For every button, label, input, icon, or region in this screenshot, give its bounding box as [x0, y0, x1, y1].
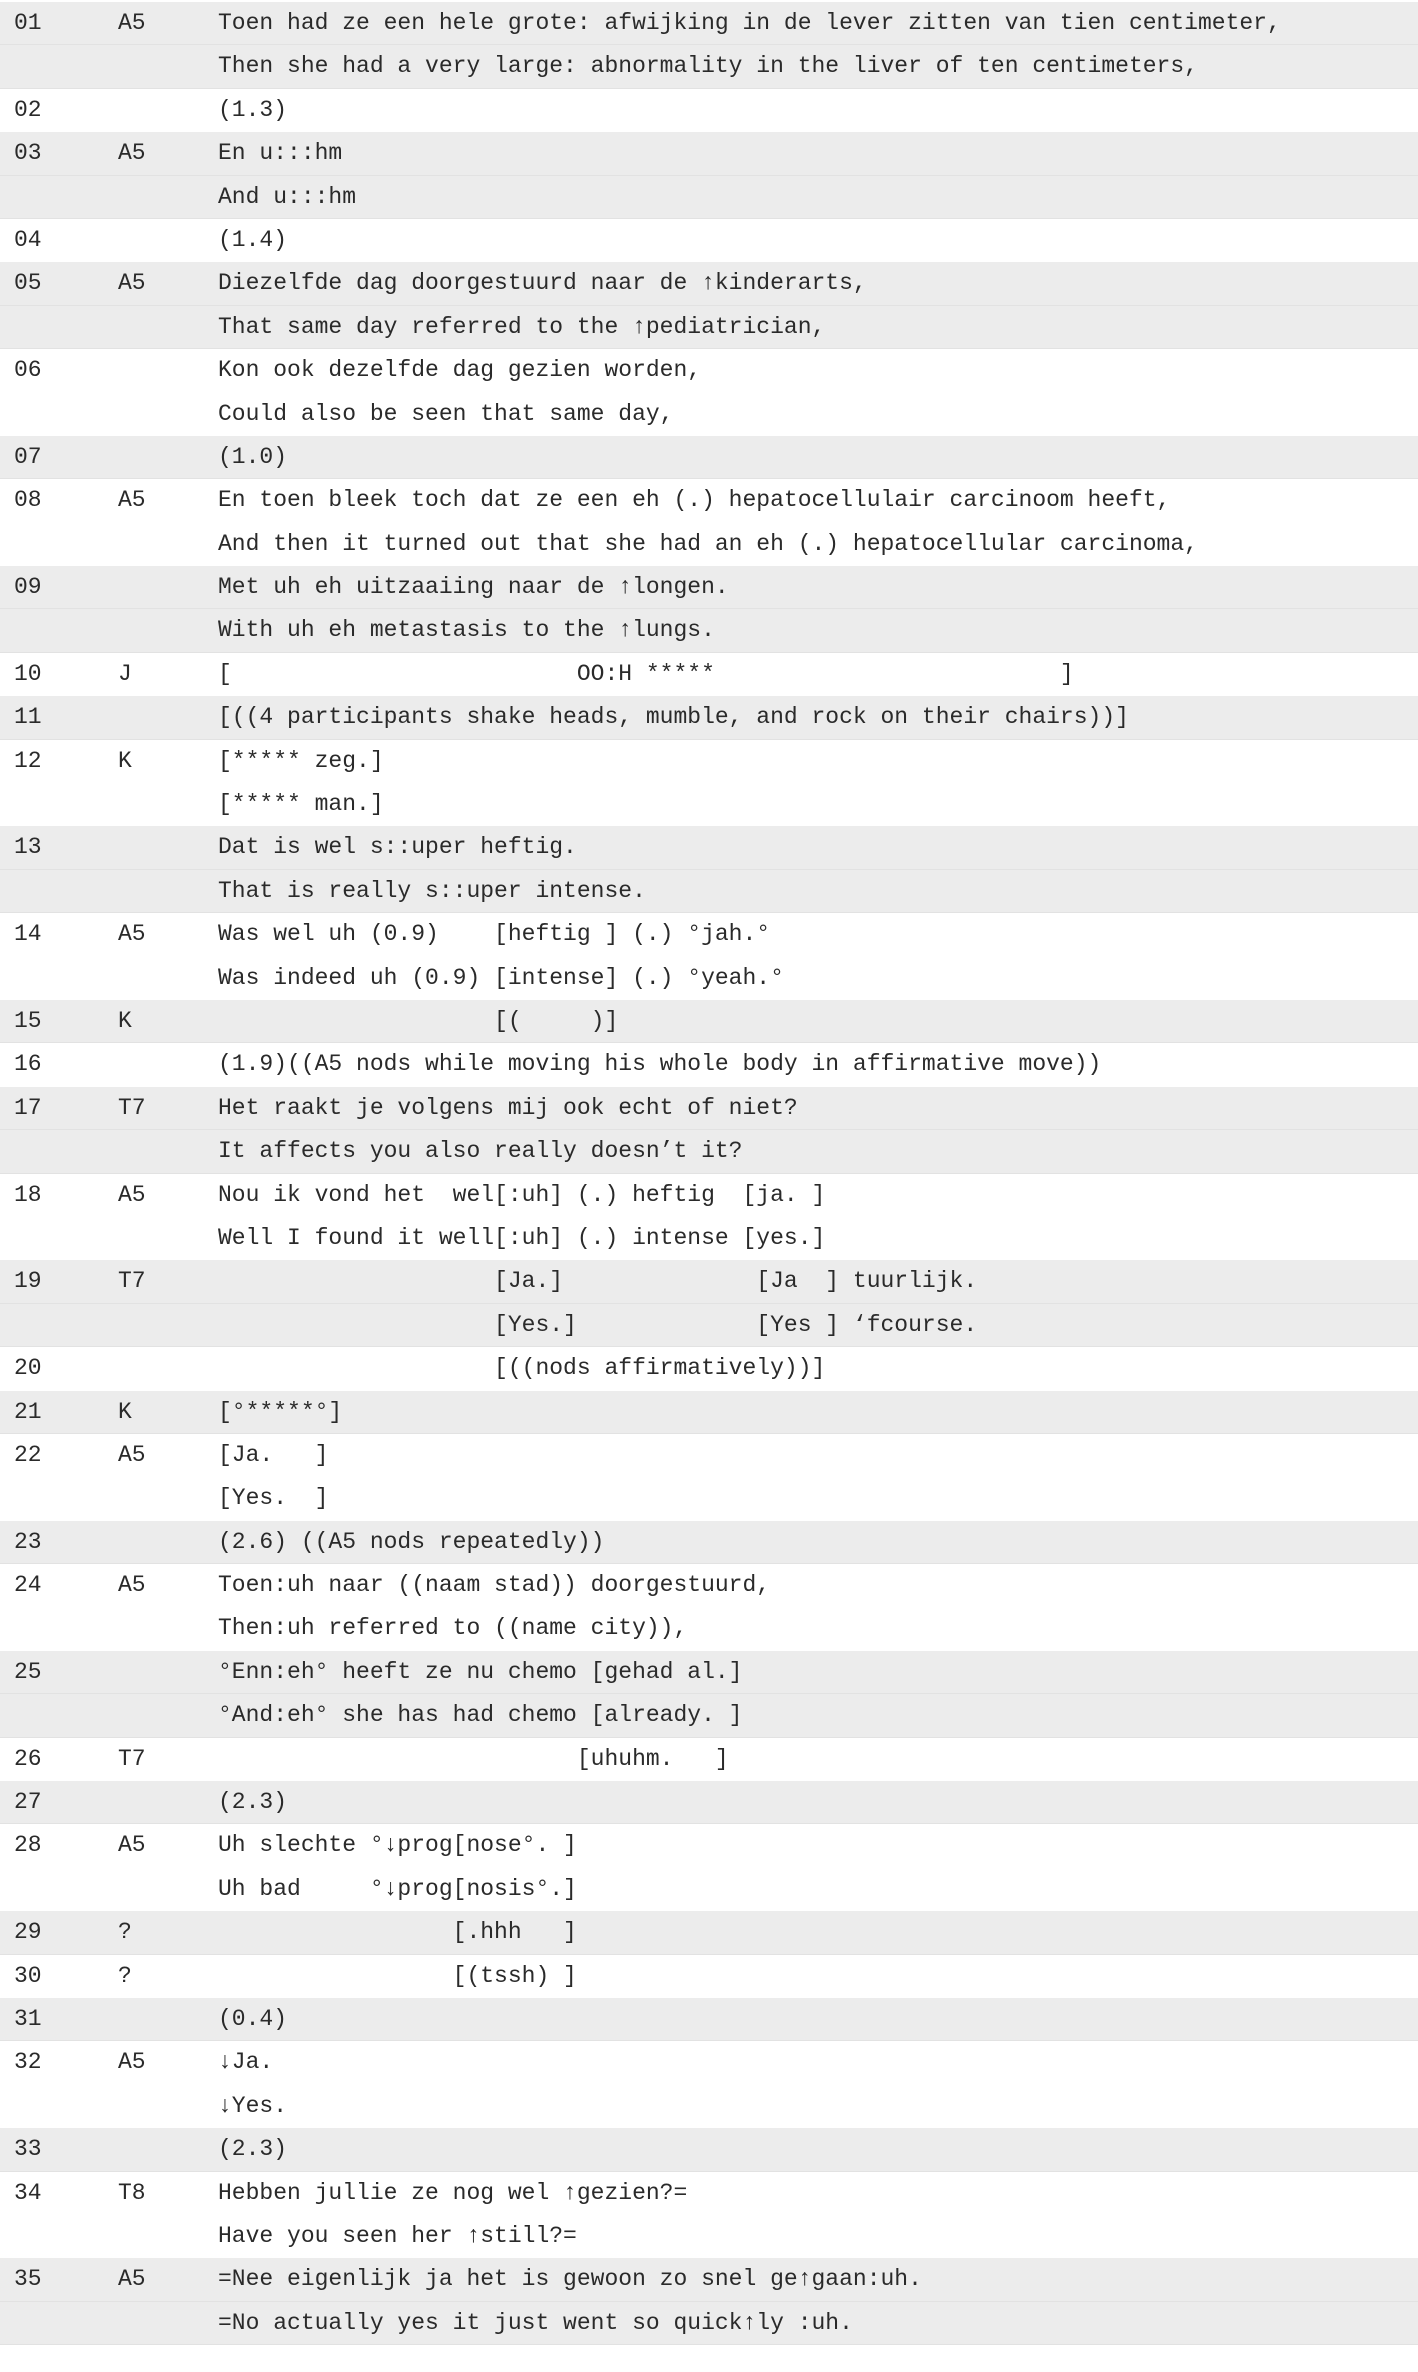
- line-number: 32: [14, 2049, 42, 2076]
- transcript-row: [0, 1955, 1418, 1998]
- speaker-label: A5: [118, 2266, 146, 2293]
- transcript-row: [0, 1347, 1418, 1390]
- line-number: 33: [14, 2136, 42, 2163]
- utterance-text: Was wel uh (0.9) [heftig ] (.) °jah.°: [218, 921, 771, 948]
- line-number: 03: [14, 140, 42, 167]
- line-number: 28: [14, 1832, 42, 1859]
- utterance-text: Kon ook dezelfde dag gezien worden,: [218, 357, 702, 384]
- utterance-text: [Ja. ]: [218, 1441, 329, 1468]
- line-number: 30: [14, 1962, 42, 1989]
- utterance-text: Uh bad °↓prog[nosis°.]: [218, 1875, 577, 1902]
- transcript-row: [0, 2128, 1418, 2171]
- utterance-text: [Yes.] [Yes ] ‘fcourse.: [218, 1311, 978, 1338]
- utterance-text: ↓Ja.: [218, 2049, 274, 2076]
- line-number: 12: [14, 747, 42, 774]
- transcript-row: [0, 1434, 1418, 1477]
- transcript-row: [0, 1217, 1418, 1260]
- utterance-text: [((4 participants shake heads, mumble, and rock on their chairs))]: [218, 704, 1129, 731]
- utterance-text: Have you seen her ↑still?=: [218, 2222, 577, 2249]
- utterance-text: (2.3): [218, 2136, 288, 2163]
- utterance-text: [uhuhm. ]: [218, 1745, 729, 1772]
- speaker-label: A5: [118, 270, 146, 297]
- line-number: 08: [14, 487, 42, 514]
- line-number: 11: [14, 704, 42, 731]
- transcript-row: [0, 1998, 1418, 2041]
- transcript-row: [0, 219, 1418, 262]
- line-number: 02: [14, 96, 42, 123]
- utterance-text: (1.0): [218, 443, 288, 470]
- line-number: 10: [14, 660, 42, 687]
- transcript-row: [0, 1260, 1418, 1303]
- transcript-row: [0, 479, 1418, 522]
- utterance-text: =Nee eigenlijk ja het is gewoon zo snel ge↑gaan:uh.: [218, 2266, 922, 2293]
- utterance-text: Met uh eh uitzaaiing naar de ↑longen.: [218, 574, 729, 601]
- speaker-label: K: [118, 747, 132, 774]
- transcript-row: [0, 1651, 1418, 1694]
- speaker-label: A5: [118, 487, 146, 514]
- utterance-text: Was indeed uh (0.9) [intense] (.) °yeah.°: [218, 964, 784, 991]
- transcript-row: [0, 653, 1418, 696]
- transcript-row: [0, 2302, 1418, 2345]
- utterance-text: That is really s::uper intense.: [218, 877, 646, 904]
- utterance-text: Well I found it well[:uh] (.) intense [yes.]: [218, 1224, 826, 1251]
- speaker-label: ?: [118, 1962, 132, 1989]
- utterance-text: It affects you also really doesn’t it?: [218, 1138, 743, 1165]
- line-number: 18: [14, 1181, 42, 1208]
- utterance-text: Nou ik vond het wel[:uh] (.) heftig [ja. ]: [218, 1181, 826, 1208]
- speaker-label: K: [118, 1398, 132, 1425]
- transcript-row: [0, 45, 1418, 88]
- speaker-label: T7: [118, 1268, 146, 1295]
- line-number: 06: [14, 357, 42, 384]
- utterance-text: Hebben jullie ze nog wel ↑gezien?=: [218, 2179, 688, 2206]
- speaker-label: A5: [118, 2049, 146, 2076]
- transcript-row: [0, 1564, 1418, 1607]
- utterance-text: Dat is wel s::uper heftig.: [218, 834, 577, 861]
- line-number: 27: [14, 1789, 42, 1816]
- line-number: 20: [14, 1355, 42, 1382]
- line-number: 13: [14, 834, 42, 861]
- transcript-row: [0, 1043, 1418, 1086]
- speaker-label: A5: [118, 1832, 146, 1859]
- transcript-row: [0, 1521, 1418, 1564]
- utterance-text: En toen bleek toch dat ze een eh (.) hepatocellulair carcinoom heeft,: [218, 487, 1171, 514]
- utterance-text: ↓Yes.: [218, 2092, 288, 2119]
- utterance-text: [((nods affirmatively))]: [218, 1355, 826, 1382]
- line-number: 21: [14, 1398, 42, 1425]
- transcript-row: [0, 306, 1418, 349]
- transcript-row: [0, 2041, 1418, 2084]
- transcript-row: [0, 523, 1418, 566]
- utterance-text: Toen had ze een hele grote: afwijking in de lever zitten van tien centimeter,: [218, 10, 1281, 36]
- transcript-row: [0, 1738, 1418, 1781]
- line-number: 24: [14, 1572, 42, 1599]
- transcript-row: [0, 566, 1418, 609]
- transcript-row: [0, 826, 1418, 869]
- utterance-text: [( )]: [218, 1007, 619, 1034]
- transcript-row: [0, 2085, 1418, 2128]
- utterance-text: That same day referred to the ↑pediatrician,: [218, 313, 826, 340]
- transcript-row: [0, 132, 1418, 175]
- transcript-row: [0, 1824, 1418, 1867]
- utterance-text: Could also be seen that same day,: [218, 400, 674, 427]
- transcript-row: [0, 783, 1418, 826]
- utterance-text: (2.6) ((A5 nods repeatedly)): [218, 1528, 605, 1555]
- transcript-row: [0, 1781, 1418, 1824]
- line-number: 09: [14, 574, 42, 601]
- transcript-row: [0, 176, 1418, 219]
- line-number: 34: [14, 2179, 42, 2206]
- speaker-label: A5: [118, 1181, 146, 1208]
- utterance-text: Then:uh referred to ((name city)),: [218, 1615, 688, 1642]
- utterance-text: With uh eh metastasis to the ↑lungs.: [218, 617, 715, 644]
- line-number: 16: [14, 1051, 42, 1078]
- transcript-row: [0, 1391, 1418, 1434]
- utterance-text: [.hhh ]: [218, 1919, 577, 1946]
- utterance-text: Het raakt je volgens mij ook echt of niet?: [218, 1094, 798, 1121]
- speaker-label: T7: [118, 1094, 146, 1121]
- transcript-row: [0, 1477, 1418, 1520]
- transcript-row: [0, 609, 1418, 652]
- speaker-label: A5: [118, 1441, 146, 1468]
- transcript-row: [0, 2258, 1418, 2301]
- utterance-text: [ OO:H ***** ]: [218, 660, 1074, 687]
- line-number: 29: [14, 1919, 42, 1946]
- transcript-row: [0, 2215, 1418, 2258]
- utterance-text: En u:::hm: [218, 140, 343, 167]
- utterance-text: °And:eh° she has had chemo [already. ]: [218, 1702, 743, 1729]
- speaker-label: A5: [118, 10, 146, 36]
- transcript-row: [0, 1000, 1418, 1043]
- utterance-text: [Yes. ]: [218, 1485, 329, 1512]
- speaker-label: T7: [118, 1745, 146, 1772]
- speaker-label: ?: [118, 1919, 132, 1946]
- line-number: 35: [14, 2266, 42, 2293]
- transcript-row: [0, 696, 1418, 739]
- line-number: 31: [14, 2005, 42, 2032]
- line-number: 05: [14, 270, 42, 297]
- utterance-text: [***** zeg.]: [218, 747, 384, 774]
- utterance-text: Toen:uh naar ((naam stad)) doorgestuurd,: [218, 1572, 771, 1599]
- line-number: 15: [14, 1007, 42, 1034]
- utterance-text: =No actually yes it just went so quick↑ly :uh.: [218, 2309, 853, 2336]
- transcript-row: [0, 1694, 1418, 1737]
- line-number: 04: [14, 226, 42, 253]
- utterance-text: (1.4): [218, 226, 288, 253]
- utterance-text: And then it turned out that she had an eh (.) hepatocellular carcinoma,: [218, 530, 1198, 557]
- line-number: 26: [14, 1745, 42, 1772]
- line-number: 25: [14, 1658, 42, 1685]
- transcript-row: [0, 1130, 1418, 1173]
- utterance-text: [***** man.]: [218, 791, 384, 818]
- speaker-label: A5: [118, 1572, 146, 1599]
- transcript-row: [0, 1868, 1418, 1911]
- utterance-text: Then she had a very large: abnormality in the liver of ten centimeters,: [218, 53, 1198, 80]
- utterance-text: And u:::hm: [218, 183, 357, 210]
- utterance-text: °Enn:eh° heeft ze nu chemo [gehad al.]: [218, 1658, 743, 1685]
- line-number: 14: [14, 921, 42, 948]
- transcript-row: [0, 870, 1418, 913]
- utterance-text: [°*****°]: [218, 1398, 343, 1425]
- line-number: 01: [14, 10, 42, 36]
- utterance-text: Uh slechte °↓prog[nose°. ]: [218, 1832, 577, 1859]
- utterance-text: Diezelfde dag doorgestuurd naar de ↑kinderarts,: [218, 270, 867, 297]
- utterance-text: (2.3): [218, 1789, 288, 1816]
- speaker-label: A5: [118, 921, 146, 948]
- transcript-row: [0, 1174, 1418, 1217]
- utterance-text: (0.4): [218, 2005, 288, 2032]
- utterance-text: (1.9)((A5 nods while moving his whole body in affirmative move)): [218, 1051, 1102, 1078]
- line-number: 07: [14, 443, 42, 470]
- line-number: 23: [14, 1528, 42, 1555]
- transcript-row: [0, 2, 1418, 45]
- speaker-label: A5: [118, 140, 146, 167]
- utterance-text: [(tssh) ]: [218, 1962, 577, 1989]
- transcript-row: [0, 1304, 1418, 1347]
- transcript-row: [0, 89, 1418, 132]
- utterance-text: [Ja.] [Ja ] tuurlijk.: [218, 1268, 978, 1295]
- speaker-label: K: [118, 1007, 132, 1034]
- speaker-label: T8: [118, 2179, 146, 2206]
- transcript-row: [0, 393, 1418, 436]
- transcript-row: [0, 957, 1418, 1000]
- transcript-row: [0, 1087, 1418, 1130]
- transcript-row: [0, 1607, 1418, 1650]
- transcript-row: [0, 436, 1418, 479]
- speaker-label: J: [118, 660, 132, 687]
- transcript-row: [0, 2172, 1418, 2215]
- line-number: 19: [14, 1268, 42, 1295]
- utterance-text: (1.3): [218, 96, 288, 123]
- transcript-row: [0, 913, 1418, 956]
- transcript-row: [0, 262, 1418, 305]
- transcript-row: [0, 740, 1418, 783]
- line-number: 22: [14, 1441, 42, 1468]
- transcript-row: [0, 1911, 1418, 1954]
- line-number: 17: [14, 1094, 42, 1121]
- transcript-row: [0, 349, 1418, 392]
